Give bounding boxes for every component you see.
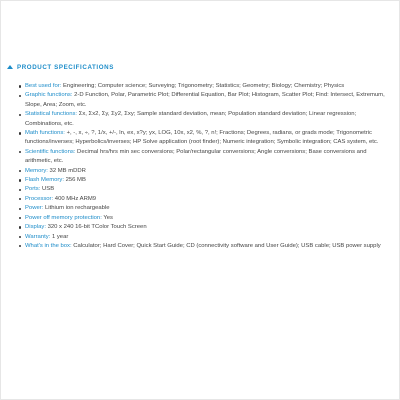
spec-item [19,176,395,185]
spec-item [19,91,395,110]
bullet-icon [19,245,21,247]
spec-value: 32 MB mDDR [47,167,86,174]
spec-value: 2-D Function, Polar, Parametric Plot; Differential Equation, Bar Plot; Histogram, Scatter Plot; Find: Intersect, Extremum, Slope, Area; Zoom, etc. [25,92,385,108]
spec-value: Yes [101,214,113,221]
spec-value: Engineering; Computer science; Surveying; Trigonometry; Statistics; Geometry; Biology; Chemistry; Physics [61,83,345,89]
spec-item [19,214,395,223]
spec-label: Power: [25,205,44,212]
spec-item [19,129,395,148]
bullet-icon [19,198,21,200]
bullet-icon [19,236,21,238]
spec-value: 320 x 240 16-bit TColor Touch Screen [45,224,147,231]
caret-up-icon[interactable] [7,65,13,69]
spec-label: Best used for: [25,83,62,89]
spec-item [19,185,395,194]
bullet-icon [19,179,21,181]
spec-value: 1 year [50,233,69,240]
spec-item [19,195,395,204]
spec-item [19,204,395,213]
bullet-icon [19,208,21,210]
bullet-icon [19,170,21,172]
spec-label: Warranty: [25,233,51,240]
spec-label: Ports: [25,186,41,193]
spec-value: +, -, x, ÷, ?, 1/x, +/-, ln, ex, x?y; yx, LOG, 10x, x2, %, ?, n!; Fractions; Degrees, radians, or grads mode; Trigonometric functions/inverses; Hyperbolics/inverses; HP Solve application (root finder); Numeric integration; Symbolic integration; CAS system, etc. [25,130,379,146]
bullet-icon [19,95,21,97]
section-header[interactable] [7,61,395,73]
bullet-icon [19,114,21,116]
section-title[interactable]: PRODUCT SPECIFICATIONS [17,63,114,71]
spec-item [19,82,395,91]
spec-label: Graphic functions: [25,92,73,99]
bullet-icon [19,132,21,134]
spec-item [19,242,395,251]
spec-item [19,148,395,167]
spec-item [19,110,395,129]
spec-value: 256 MB [63,177,86,184]
spec-label: Scientific functions: [25,148,76,155]
spec-value: Calculator; Hard Cover; Quick Start Guide; CD (connectivity software and User Guide); USB cable; USB power supply [71,242,381,249]
bullet-icon [19,217,21,219]
bullet-icon [19,189,21,191]
spec-label: Statistical functions: [25,111,78,118]
spec-list [7,82,395,251]
spec-item [19,167,395,176]
spec-label: Memory: [25,167,48,174]
spec-value: Lithium ion rechargeable [43,205,110,212]
spec-label: Processor: [25,195,54,202]
spec-value: Σx, Σx2, Σy, Σy2, Σxy; Sample standard deviation, mean; Population standard deviation; Linear regression; Combinations, etc. [25,111,357,127]
spec-value: USB [40,186,55,193]
spec-item [19,233,395,242]
bullet-icon [19,151,21,153]
bullet-icon [19,226,21,228]
spec-label: Math functions: [25,130,65,137]
spec-label: Flash Memory: [25,177,64,184]
spec-label: Display: [25,224,46,231]
spec-label: Power off memory protection: [25,214,102,221]
spec-value: 400 MHz ARM9 [53,195,97,202]
bullet-icon [19,85,21,87]
spec-label: What's in the box: [25,242,72,249]
product-specifications-panel [7,61,395,251]
spec-item [19,223,395,232]
spec-value: Decimal hrs/hrs min sec conversions; Polar/rectangular conversions; Angle conversions; Base conversions and arithmetic, etc. [25,148,367,165]
